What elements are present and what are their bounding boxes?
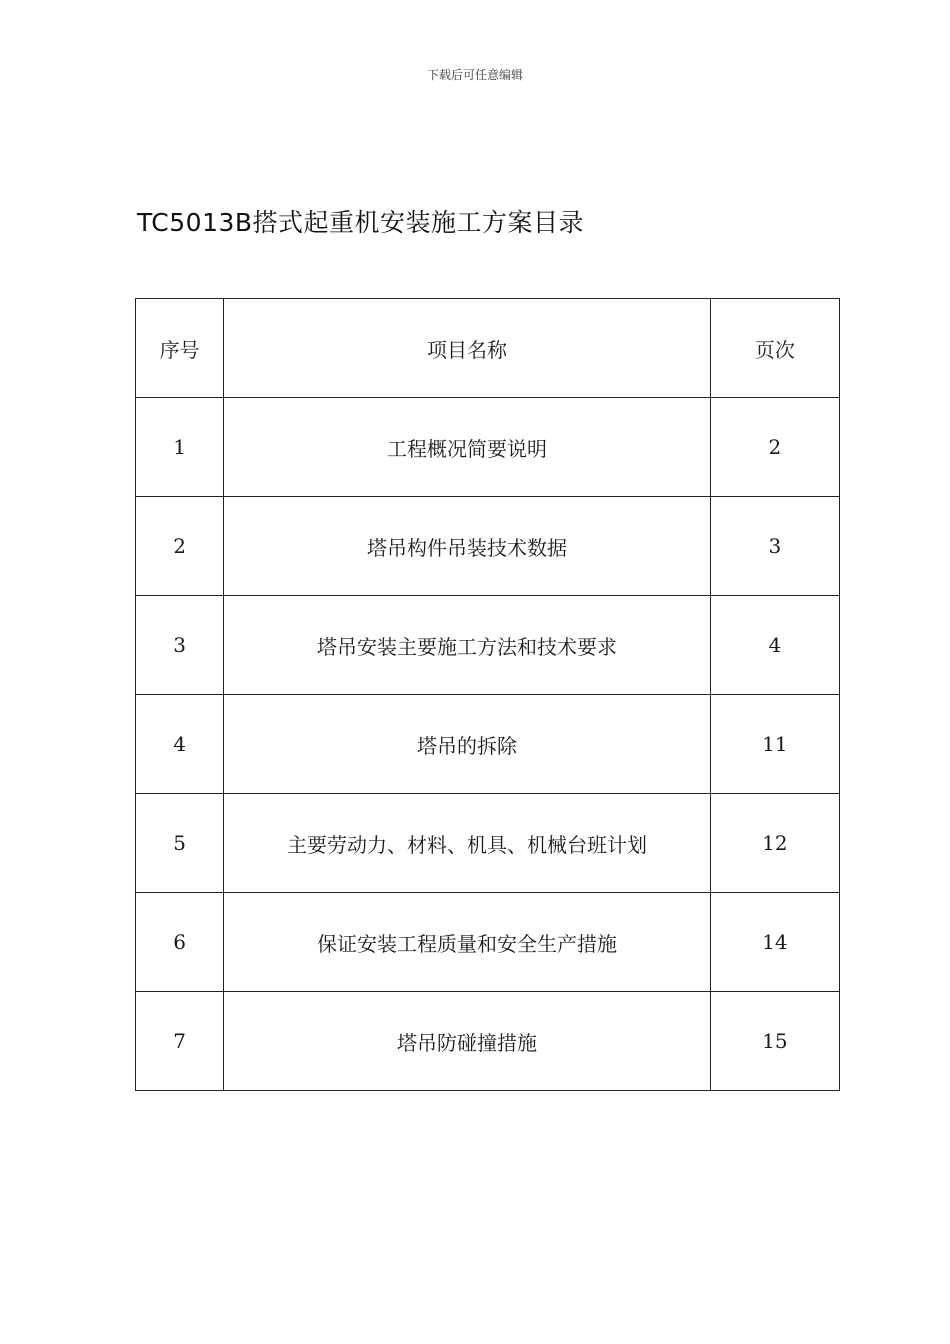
- row-number: 7: [136, 992, 224, 1091]
- row-number: 1: [136, 398, 224, 497]
- header-item-name: 项目名称: [224, 299, 711, 398]
- row-item-name: 塔吊防碰撞措施: [224, 992, 711, 1091]
- table-row: [136, 794, 840, 893]
- toc-table: [135, 298, 840, 1091]
- header-note: 下载后可任意编辑: [426, 68, 523, 82]
- table-header-row: [136, 299, 840, 398]
- row-number: 4: [136, 695, 224, 794]
- header-number: 序号: [136, 299, 224, 398]
- row-number: 6: [136, 893, 224, 992]
- row-page: 11: [710, 695, 839, 794]
- row-item-name: 保证安装工程质量和安全生产措施: [224, 893, 711, 992]
- row-number: 3: [136, 596, 224, 695]
- table-row: [136, 695, 840, 794]
- row-item-name: 塔吊构件吊装技术数据: [224, 497, 711, 596]
- row-item-name: 主要劳动力、材料、机具、机械台班计划: [224, 794, 711, 893]
- table-row: [136, 992, 840, 1091]
- table-row: [136, 596, 840, 695]
- table-row: [136, 398, 840, 497]
- row-number: 5: [136, 794, 224, 893]
- row-page: 15: [710, 992, 839, 1091]
- row-page: 2: [710, 398, 839, 497]
- header-page: 页次: [710, 299, 839, 398]
- row-page: 14: [710, 893, 839, 992]
- row-item-name: 工程概况简要说明: [224, 398, 711, 497]
- row-page: 3: [710, 497, 839, 596]
- row-item-name: 塔吊安装主要施工方法和技术要求: [224, 596, 711, 695]
- row-page: 12: [710, 794, 839, 893]
- table-row: [136, 497, 840, 596]
- row-page: 4: [710, 596, 839, 695]
- document-title: TC5013B搭式起重机安装施工方案目录: [137, 208, 585, 237]
- row-item-name: 塔吊的拆除: [224, 695, 711, 794]
- row-number: 2: [136, 497, 224, 596]
- table-row: [136, 893, 840, 992]
